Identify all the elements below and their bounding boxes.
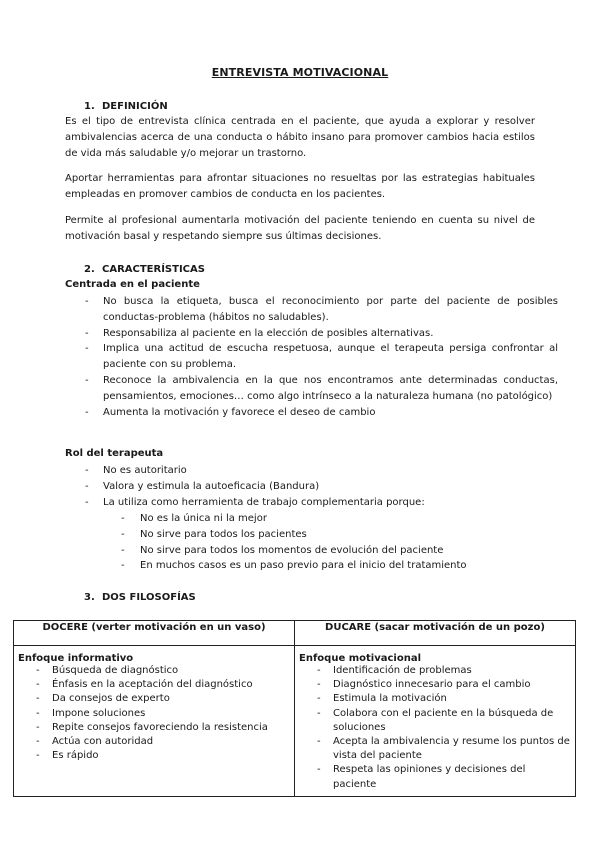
docere-header: DOCERE (verter motivación en un vaso) bbox=[14, 621, 295, 646]
ducare-header: DUCARE (sacar motivación de un pozo) bbox=[295, 621, 576, 646]
section-title: CARACTERÍSTICAS bbox=[102, 264, 205, 275]
section-number: 1. bbox=[84, 101, 95, 112]
sublist-item: - No sirve para todos los momentos de evolución del paciente bbox=[65, 543, 467, 559]
philosophies-table bbox=[13, 620, 576, 797]
subheading-centrada: Centrada en el paciente bbox=[65, 279, 200, 290]
subheading-rol: Rol del terapeuta bbox=[65, 448, 164, 459]
list-item: - Identificación de problemas bbox=[299, 664, 571, 678]
list-item: - La utiliza como herramienta de trabajo complementaria porque: bbox=[65, 495, 558, 511]
list-item: - No es autoritario bbox=[65, 463, 558, 479]
list-item: - No busca la etiqueta, busca el reconocimiento por parte del paciente de posibles conductas-problema (hábitos no saludables). bbox=[65, 294, 558, 326]
list-item: - Repite consejos favoreciendo la resistencia bbox=[18, 721, 290, 735]
docere-list bbox=[18, 664, 290, 763]
sublist-item: - No es la única ni la mejor bbox=[65, 511, 467, 527]
table-row bbox=[14, 646, 576, 797]
docere-subheading: Enfoque informativo bbox=[18, 653, 134, 664]
section-heading-caracteristicas bbox=[84, 264, 205, 275]
docere-cell bbox=[14, 646, 295, 797]
list-item: - Reconoce la ambivalencia en la que nos encontramos ante determinadas conductas, pensamientos, emociones… como algo intrínseco a la naturaleza humana (no patológico) bbox=[65, 373, 558, 405]
list-item: - Estimula la motivación bbox=[299, 692, 571, 706]
document-title: ENTREVISTA MOTIVACIONAL bbox=[211, 66, 389, 79]
paragraph: Es el tipo de entrevista clínica centrada en el paciente, que ayuda a explorar y resolver ambivalencias acerca de una conducta o hábito insano para promover cambios hacia estilos de vida más saludable y/o mejorar un trastorno. bbox=[65, 116, 535, 159]
list-item: - Aumenta la motivación y favorece el deseo de cambio bbox=[65, 405, 558, 421]
list-item: - Búsqueda de diagnóstico bbox=[18, 664, 290, 678]
sublist-item: - No sirve para todos los pacientes bbox=[65, 527, 467, 543]
list-item: - Diagnóstico innecesario para el cambio bbox=[299, 678, 571, 692]
ducare-subheading: Enfoque motivacional bbox=[299, 653, 421, 664]
ducare-cell bbox=[295, 646, 576, 797]
list-item: - Énfasis en la aceptación del diagnóstico bbox=[18, 678, 290, 692]
list-item: - Actúa con autoridad bbox=[18, 735, 290, 749]
list-item: - Da consejos de experto bbox=[18, 692, 290, 706]
section-number: 3. bbox=[84, 592, 95, 603]
list-centrada bbox=[65, 294, 558, 420]
section-title: DOS FILOSOFÍAS bbox=[102, 592, 196, 603]
ducare-list bbox=[299, 664, 571, 792]
section-heading-definicion bbox=[84, 101, 168, 112]
paragraph: Permite al profesional aumentarla motivación del paciente teniendo en cuenta su nivel de motivación basal y respetando siempre sus últimas decisiones. bbox=[65, 215, 535, 242]
sublist-item: - En muchos casos es un paso previo para el inicio del tratamiento bbox=[65, 558, 467, 574]
list-item: - Colabora con el paciente en la búsqueda de soluciones bbox=[299, 707, 571, 735]
list-item: - Responsabiliza al paciente en la elección de posibles alternativas. bbox=[65, 326, 558, 342]
section-title: DEFINICIÓN bbox=[102, 101, 168, 112]
list-item: - Impone soluciones bbox=[18, 707, 290, 721]
list-item: - Es rápido bbox=[18, 749, 290, 763]
section-number: 2. bbox=[84, 264, 95, 275]
list-item: - Respeta las opiniones y decisiones del paciente bbox=[299, 763, 571, 791]
sublist-rol bbox=[65, 511, 467, 574]
table-header-row bbox=[14, 621, 576, 646]
list-item: - Valora y estimula la autoeficacia (Bandura) bbox=[65, 479, 558, 495]
list-rol bbox=[65, 463, 558, 510]
list-item: - Acepta la ambivalencia y resume los puntos de vista del paciente bbox=[299, 735, 571, 763]
section-heading-filosofias bbox=[84, 592, 196, 603]
list-item: - Implica una actitud de escucha respetuosa, aunque el terapeuta persiga confrontar al paciente con su problema. bbox=[65, 341, 558, 373]
paragraph: Aportar herramientas para afrontar situaciones no resueltas por las estrategias habituales empleadas en promover cambios de conducta en los pacientes. bbox=[65, 173, 535, 200]
